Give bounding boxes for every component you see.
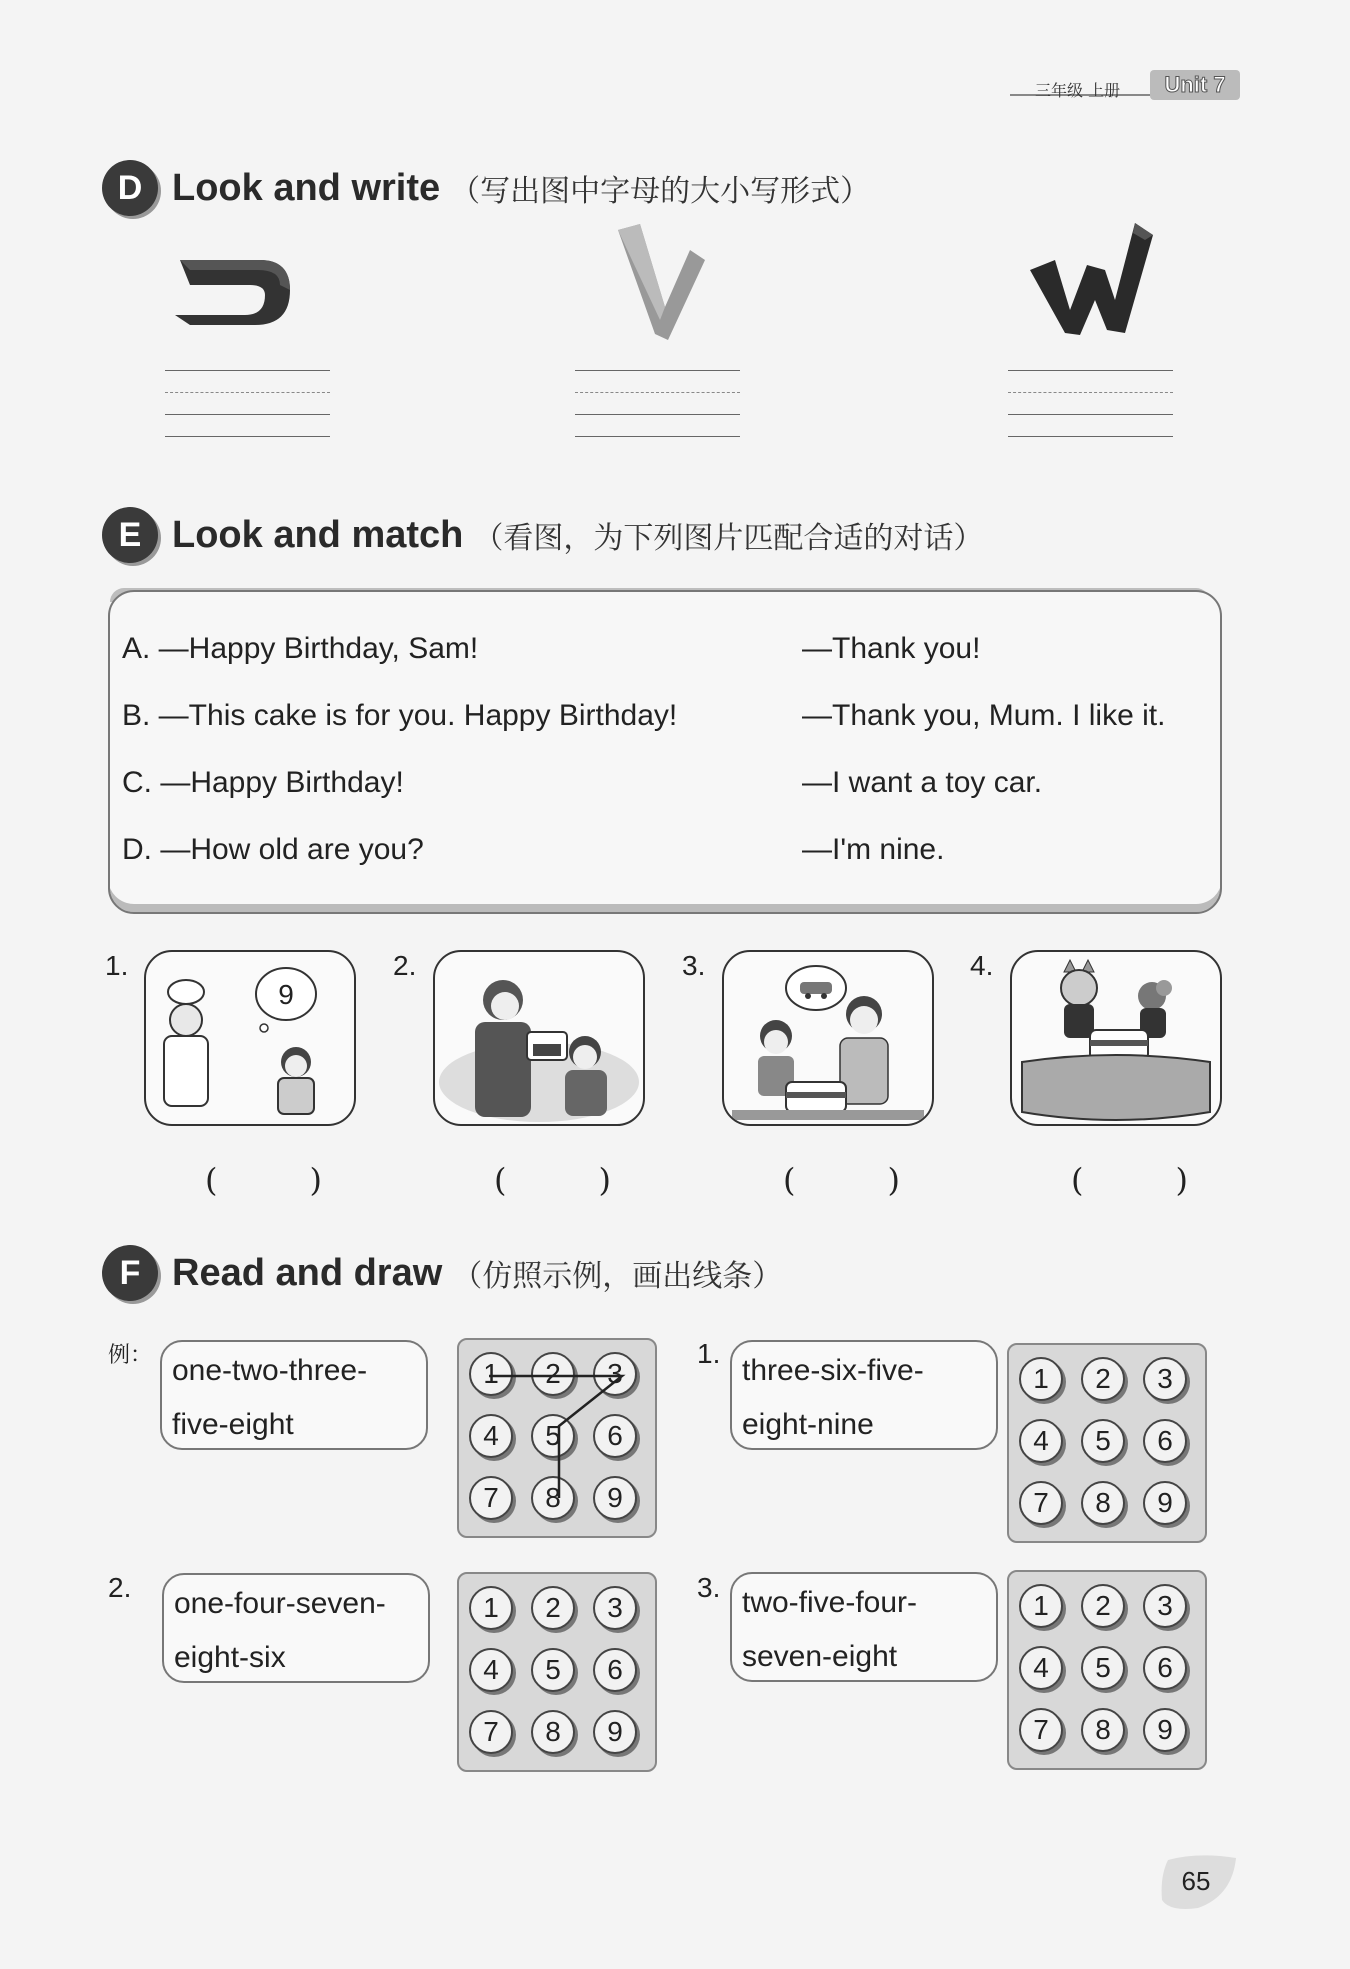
picture-1-number: 1. [105, 950, 129, 981]
section-e-badge: E [102, 507, 158, 563]
grid-2-digit-8[interactable]: 8 [531, 1710, 575, 1754]
item-2-dot-grid[interactable] [457, 1572, 657, 1772]
letter-w-image [1025, 215, 1155, 340]
grid-3-digit-2[interactable]: 2 [1081, 1584, 1125, 1628]
grid-2-digit-9[interactable]: 9 [593, 1710, 637, 1754]
grid-1-digit-8[interactable]: 8 [1081, 1481, 1125, 1525]
grid-3-digit-6[interactable]: 6 [1143, 1646, 1187, 1690]
grid-0-digit-3: 3 [593, 1352, 637, 1396]
section-f-title: Read and draw [172, 1251, 443, 1294]
grid-2-digit-6[interactable]: 6 [593, 1648, 637, 1692]
example-bubble [160, 1340, 428, 1450]
grid-2-digit-1[interactable]: 1 [469, 1586, 513, 1630]
grid-2-digit-4[interactable]: 4 [469, 1648, 513, 1692]
dialog-box [108, 590, 1222, 914]
item-2-text-line1: one-four-seven- [174, 1587, 386, 1620]
grid-1-digit-4[interactable]: 4 [1019, 1419, 1063, 1463]
chef-and-girl-illustration [146, 952, 354, 1124]
item-3-number: 3. [697, 1572, 721, 1603]
boys-toy-car-illustration [724, 952, 932, 1124]
grid-2-digit-5[interactable]: 5 [531, 1648, 575, 1692]
grid-3-digit-8[interactable]: 8 [1081, 1708, 1125, 1752]
item-1-text-line1: three-six-five- [742, 1354, 924, 1387]
item-2-bubble [162, 1573, 430, 1683]
example-path-lines [459, 1340, 655, 1536]
grid-3-digit-4[interactable]: 4 [1019, 1646, 1063, 1690]
grid-1-digit-2[interactable]: 2 [1081, 1357, 1125, 1401]
picture-2-number: 2. [393, 950, 417, 981]
picture-3 [722, 950, 934, 1126]
picture-1 [144, 950, 356, 1126]
age-bubble-number: 9 [278, 979, 294, 1010]
grid-2-digit-7[interactable]: 7 [469, 1710, 513, 1754]
unit-badge: Unit 7 [1150, 70, 1240, 100]
section-e-subtitle: （看图，为下列图片匹配合适的对话） [473, 521, 984, 556]
answer-blank-4[interactable]: ( ) [1071, 1161, 1218, 1199]
example-label: 例： [108, 1343, 153, 1368]
grid-3-digit-1[interactable]: 1 [1019, 1584, 1063, 1628]
dialogue-d-right: —I'm nine. [802, 833, 945, 866]
grid-0-digit-9: 9 [593, 1476, 637, 1520]
item-3-bubble [730, 1572, 998, 1682]
grid-3-digit-5[interactable]: 5 [1081, 1646, 1125, 1690]
page-number: 65 [1181, 1866, 1211, 1896]
grid-1-digit-3[interactable]: 3 [1143, 1357, 1187, 1401]
dialogue-c-right: —I want a toy car. [802, 766, 1043, 799]
grid-0-digit-8: 8 [531, 1476, 575, 1520]
grid-0-digit-7: 7 [469, 1476, 513, 1520]
section-f-badge: F [102, 1245, 158, 1301]
item-1-number: 1. [697, 1338, 721, 1369]
picture-2 [433, 950, 645, 1126]
item-1-dot-grid[interactable] [1007, 1343, 1207, 1543]
grid-2-digit-2[interactable]: 2 [531, 1586, 575, 1630]
picture-3-number: 3. [682, 950, 706, 981]
letter-u-image [170, 240, 300, 340]
answer-blank-2[interactable]: ( ) [494, 1161, 641, 1199]
item-2-text-line2: eight-six [174, 1641, 286, 1674]
dialogue-a-right: —Thank you! [802, 632, 981, 665]
grid-0-digit-6: 6 [593, 1414, 637, 1458]
dialogue-c-left: C. —Happy Birthday! [122, 766, 404, 799]
grid-1-digit-6[interactable]: 6 [1143, 1419, 1187, 1463]
cat-and-mouse-party-illustration [1012, 952, 1220, 1124]
writing-lines-v[interactable] [575, 370, 740, 440]
section-d-title: Look and write [172, 166, 441, 209]
section-d-heading [102, 158, 870, 218]
item-3-dot-grid[interactable] [1007, 1570, 1207, 1770]
dialogue-d-left: D. —How old are you? [122, 833, 424, 866]
item-1-text-line2: eight-nine [742, 1408, 874, 1441]
item-3-text-line2: seven-eight [742, 1640, 898, 1673]
grid-0-digit-1: 1 [469, 1352, 513, 1396]
grid-3-digit-7[interactable]: 7 [1019, 1708, 1063, 1752]
grid-1-digit-5[interactable]: 5 [1081, 1419, 1125, 1463]
grid-1-digit-1[interactable]: 1 [1019, 1357, 1063, 1401]
writing-lines-u[interactable] [165, 370, 330, 440]
example-dot-grid [457, 1338, 657, 1538]
page-header [1010, 70, 1235, 104]
section-d-badge: D [102, 160, 158, 216]
section-d-subtitle: （写出图中字母的大小写形式） [450, 174, 871, 209]
letter-v-image [610, 222, 710, 347]
item-2-number: 2. [108, 1572, 132, 1603]
section-e-heading [102, 505, 983, 565]
section-f-heading [102, 1243, 782, 1303]
dialogue-b-left: B. —This cake is for you. Happy Birthday! [122, 699, 678, 732]
grid-0-digit-2: 2 [531, 1352, 575, 1396]
example-text-line2: five-eight [172, 1408, 294, 1441]
section-f-subtitle: （仿照示例，画出线条） [452, 1259, 783, 1294]
picture-4-number: 4. [970, 950, 994, 981]
grid-0-digit-5: 5 [531, 1414, 575, 1458]
grid-3-digit-3[interactable]: 3 [1143, 1584, 1187, 1628]
answer-blank-1[interactable]: ( ) [205, 1161, 352, 1199]
item-1-bubble [730, 1340, 998, 1450]
grid-0-digit-4: 4 [469, 1414, 513, 1458]
item-3-text-line1: two-five-four- [742, 1586, 918, 1619]
writing-lines-w[interactable] [1008, 370, 1173, 440]
answer-blank-3[interactable]: ( ) [783, 1161, 930, 1199]
mum-and-girl-cake-illustration [435, 952, 643, 1124]
page-number-badge [1158, 1852, 1238, 1912]
grade-label: 三年级 上册 [1035, 81, 1121, 100]
picture-4 [1010, 950, 1222, 1126]
grid-3-digit-9[interactable]: 9 [1143, 1708, 1187, 1752]
grid-1-digit-9[interactable]: 9 [1143, 1481, 1187, 1525]
dialogue-a-left: A. —Happy Birthday, Sam! [122, 632, 479, 665]
example-text-line1: one-two-three- [172, 1354, 368, 1387]
dialogue-b-right: —Thank you, Mum. I like it. [802, 699, 1166, 732]
grid-1-digit-7[interactable]: 7 [1019, 1481, 1063, 1525]
section-e-title: Look and match [172, 513, 464, 556]
grid-2-digit-3[interactable]: 3 [593, 1586, 637, 1630]
